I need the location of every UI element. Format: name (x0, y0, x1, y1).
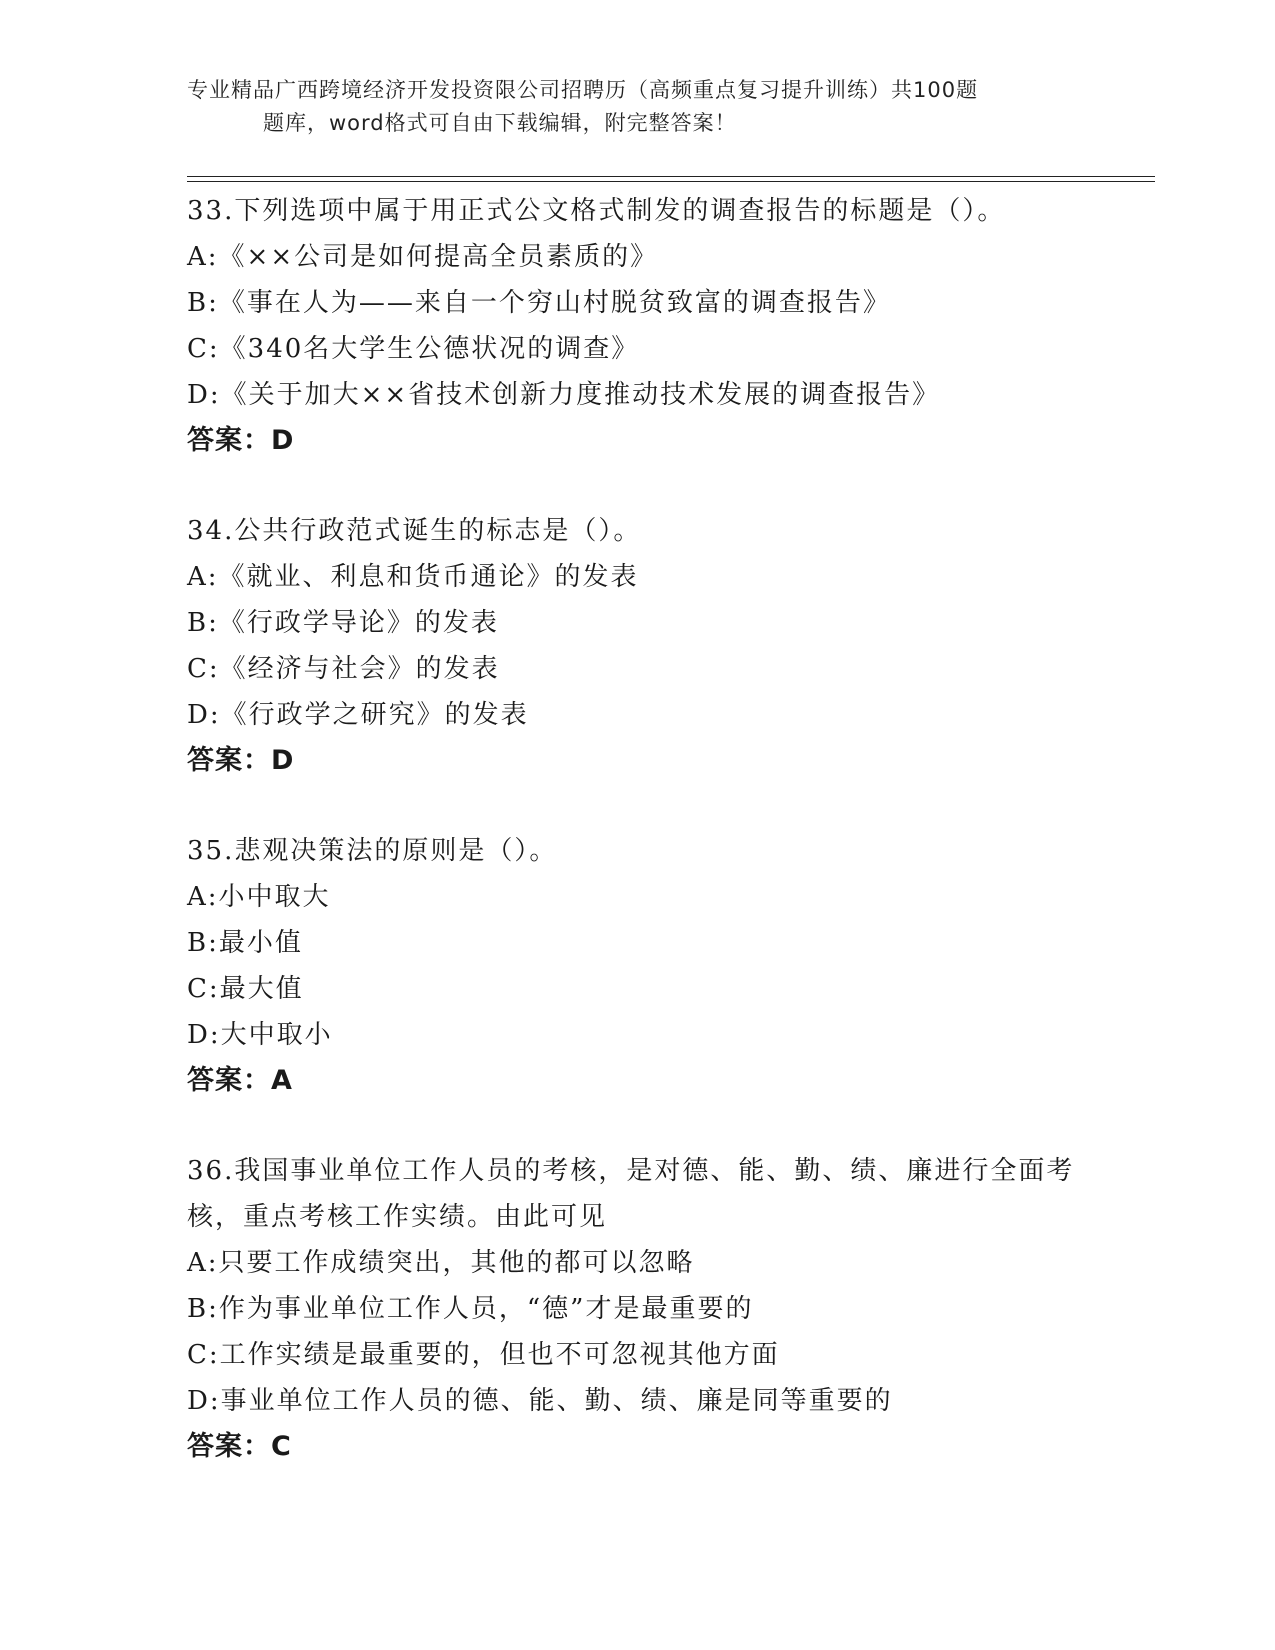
question-spacer (187, 1104, 1155, 1148)
option-a: A:只要工作成绩突出，其他的都可以忽略 (187, 1248, 695, 1278)
option-c: C:最大值 (187, 974, 304, 1004)
option-c: C:《340名大学生公德状况的调查》 (187, 334, 640, 364)
option-b: B:《行政学导论》的发表 (187, 608, 499, 638)
option-b: B:最小值 (187, 928, 303, 958)
header-title-line-1: 专业精品广西跨境经济开发投资限公司招聘历（高频重点复习提升训练）共100题 (187, 78, 979, 102)
option-b: B:作为事业单位工作人员，“德”才是最重要的 (187, 1294, 754, 1324)
option-a: A:小中取大 (187, 882, 331, 912)
option-c: C:《经济与社会》的发表 (187, 654, 500, 684)
header-title-line-2: 题库，word格式可自由下载编辑，附完整答案！ (263, 111, 737, 135)
questions-list (187, 188, 1155, 1470)
question-stem: 33.下列选项中属于用正式公文格式制发的调查报告的标题是（）。 (187, 196, 1006, 226)
option-a: A:《××公司是如何提高全员素质的》 (187, 242, 659, 272)
question-34 (187, 508, 1155, 784)
question-stem: 34.公共行政范式诞生的标志是（）。 (187, 516, 642, 546)
question-spacer (187, 464, 1155, 508)
option-d: D:大中取小 (187, 1020, 333, 1050)
option-d: D:《关于加大××省技术创新力度推动技术发展的调查报告》 (187, 380, 941, 410)
option-c: C:工作实绩是最重要的，但也不可忽视其他方面 (187, 1340, 780, 1370)
option-b: B:《事在人为——来自一个穷山村脱贫致富的调查报告》 (187, 288, 891, 318)
question-stem: 35.悲观决策法的原则是（）。 (187, 836, 558, 866)
question-spacer (187, 784, 1155, 828)
question-36 (187, 1148, 1155, 1470)
header-rule-top (187, 176, 1155, 177)
answer: 答案：D (187, 425, 295, 456)
answer: 答案：A (187, 1065, 293, 1096)
option-a: A:《就业、利息和货币通论》的发表 (187, 562, 639, 592)
question-35 (187, 828, 1155, 1104)
option-d: D:事业单位工作人员的德、能、勤、绩、廉是同等重要的 (187, 1386, 893, 1416)
answer: 答案：D (187, 745, 295, 776)
option-d: D:《行政学之研究》的发表 (187, 700, 529, 730)
document-header (187, 74, 1087, 140)
question-stem: 36.我国事业单位工作人员的考核，是对德、能、勤、绩、廉进行全面考核，重点考核工作实绩。由此可见 (187, 1156, 1075, 1232)
answer: 答案：C (187, 1431, 292, 1462)
header-rule-bottom (187, 181, 1155, 182)
question-33 (187, 188, 1155, 464)
